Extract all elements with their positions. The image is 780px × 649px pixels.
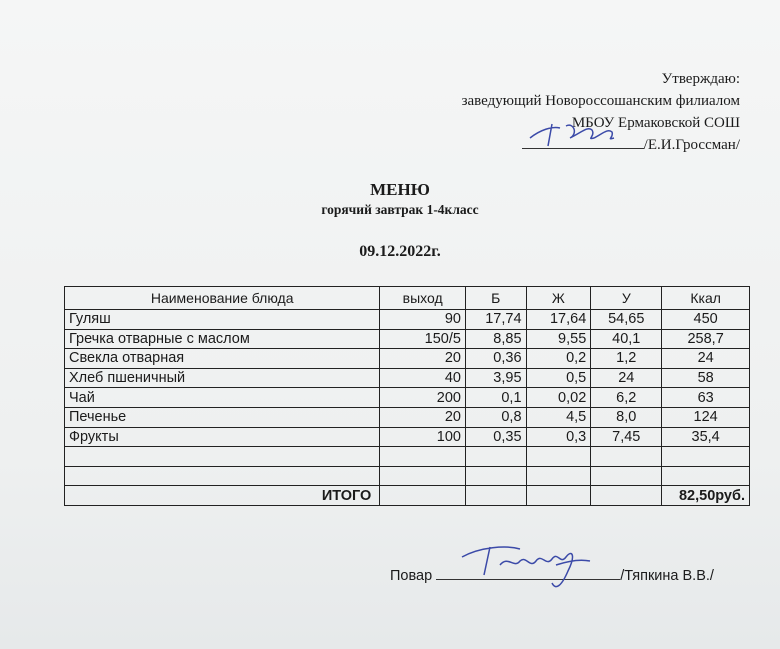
protein-cell: 17,74 <box>465 310 526 330</box>
kcal-cell: 450 <box>662 310 750 330</box>
table-row <box>65 329 750 349</box>
carbs-cell: 40,1 <box>591 329 662 349</box>
empty-cell <box>65 447 380 467</box>
kcal-cell: 258,7 <box>662 329 750 349</box>
kcal-cell: 35,4 <box>662 427 750 447</box>
approval-signer-name: /Е.И.Гроссман/ <box>643 137 740 153</box>
approval-signature-line <box>462 134 740 156</box>
cook-signature-icon <box>456 535 606 595</box>
total-value: 82,50руб. <box>662 486 750 506</box>
empty-cell <box>380 486 466 506</box>
carbs-cell: 7,45 <box>591 427 662 447</box>
column-header-kcal: Ккал <box>662 287 750 310</box>
carbs-cell: 24 <box>591 368 662 388</box>
portion-cell: 20 <box>380 407 466 427</box>
document-title: МЕНЮ <box>370 180 430 199</box>
fat-cell: 0,2 <box>526 349 591 369</box>
empty-cell <box>526 447 591 467</box>
protein-cell: 0,35 <box>465 427 526 447</box>
empty-cell <box>591 447 662 467</box>
empty-cell <box>380 466 466 486</box>
empty-cell <box>526 486 591 506</box>
approval-block <box>462 68 740 156</box>
column-header-carbs: У <box>591 287 662 310</box>
empty-cell <box>65 466 380 486</box>
fat-cell: 17,64 <box>526 310 591 330</box>
document-subtitle: горячий завтрак 1-4класс <box>321 202 479 217</box>
dish-name: Печенье <box>65 407 380 427</box>
empty-cell <box>465 466 526 486</box>
document-date: 09.12.2022г. <box>359 243 441 260</box>
portion-cell: 90 <box>380 310 466 330</box>
table-row <box>65 349 750 369</box>
protein-cell: 0,8 <box>465 407 526 427</box>
fat-cell: 0,5 <box>526 368 591 388</box>
menu-table <box>64 286 750 506</box>
column-header-fat: Ж <box>526 287 591 310</box>
empty-cell <box>465 486 526 506</box>
total-row <box>65 486 750 506</box>
approval-signature-blank <box>522 134 644 149</box>
protein-cell: 0,36 <box>465 349 526 369</box>
empty-cell <box>662 447 750 467</box>
fat-cell: 0,02 <box>526 388 591 408</box>
protein-cell: 3,95 <box>465 368 526 388</box>
table-row <box>65 310 750 330</box>
approval-organization: МБОУ Ермаковской СОШ <box>571 115 740 131</box>
empty-cell <box>465 447 526 467</box>
column-header-protein: Б <box>465 287 526 310</box>
table-row-empty <box>65 447 750 467</box>
carbs-cell: 8,0 <box>591 407 662 427</box>
protein-cell: 0,1 <box>465 388 526 408</box>
total-label: ИТОГО <box>65 486 380 506</box>
approval-signature-icon <box>522 116 642 150</box>
cook-signature-block <box>390 565 714 584</box>
carbs-cell: 54,65 <box>591 310 662 330</box>
kcal-cell: 124 <box>662 407 750 427</box>
empty-cell <box>662 466 750 486</box>
table-row-empty <box>65 466 750 486</box>
empty-cell <box>591 486 662 506</box>
approval-heading: Утверждаю: <box>661 71 740 87</box>
protein-cell: 8,85 <box>465 329 526 349</box>
empty-cell <box>591 466 662 486</box>
cook-signature-blank <box>436 565 620 580</box>
dish-name: Фрукты <box>65 427 380 447</box>
kcal-cell: 58 <box>662 368 750 388</box>
portion-cell: 150/5 <box>380 329 466 349</box>
cook-label: Повар <box>390 568 433 584</box>
table-row <box>65 407 750 427</box>
dish-name: Гуляш <box>65 310 380 330</box>
column-header-portion: выход <box>380 287 466 310</box>
table-header-row <box>65 287 750 310</box>
empty-cell <box>526 466 591 486</box>
table-row <box>65 427 750 447</box>
empty-cell <box>380 447 466 467</box>
carbs-cell: 1,2 <box>591 349 662 369</box>
dish-name: Хлеб пшеничный <box>65 368 380 388</box>
table-row <box>65 388 750 408</box>
table-row <box>65 368 750 388</box>
fat-cell: 0,3 <box>526 427 591 447</box>
fat-cell: 4,5 <box>526 407 591 427</box>
portion-cell: 20 <box>380 349 466 369</box>
portion-cell: 200 <box>380 388 466 408</box>
dish-name: Свекла отварная <box>65 349 380 369</box>
kcal-cell: 63 <box>662 388 750 408</box>
portion-cell: 100 <box>380 427 466 447</box>
approval-position: заведующий Новороссошанским филиалом <box>461 93 740 109</box>
column-header-dish: Наименование блюда <box>65 287 380 310</box>
dish-name: Чай <box>65 388 380 408</box>
cook-name: /Тяпкина В.В./ <box>620 568 714 584</box>
fat-cell: 9,55 <box>526 329 591 349</box>
dish-name: Гречка отварные с маслом <box>65 329 380 349</box>
kcal-cell: 24 <box>662 349 750 369</box>
portion-cell: 40 <box>380 368 466 388</box>
carbs-cell: 6,2 <box>591 388 662 408</box>
